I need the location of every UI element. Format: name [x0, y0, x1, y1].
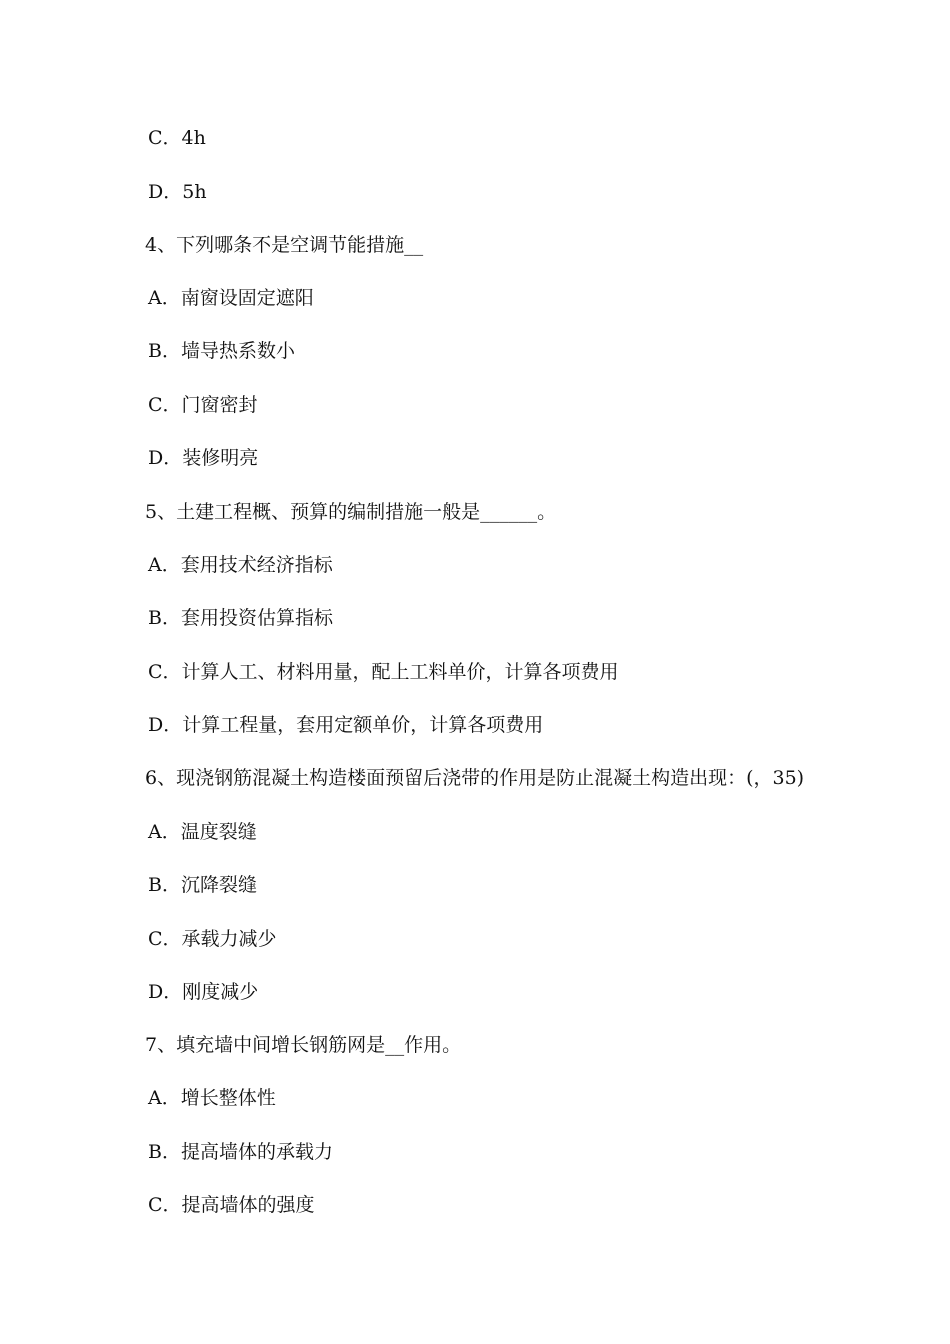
q7-option-c: C．提高墙体的强度: [148, 1194, 315, 1216]
q3-option-d: D．5h: [148, 181, 207, 203]
question-5: 5、土建工程概、预算的编制措施一般是______。: [145, 501, 557, 523]
question-7: 7、填充墙中间增长钢筋网是__作用。: [145, 1034, 462, 1056]
q7-option-b: B．提高墙体的承载力: [148, 1141, 333, 1163]
question-4: 4、下列哪条不是空调节能措施__: [145, 234, 424, 256]
q5-option-a: A．套用技术经济指标: [148, 554, 333, 576]
q4-option-d: D．装修明亮: [148, 447, 259, 469]
q6-option-d: D．刚度减少: [148, 981, 259, 1003]
q4-option-c: C．门窗密封: [148, 394, 258, 416]
q6-option-c: C．承载力减少: [148, 928, 277, 950]
q4-option-a: A．南窗设固定遮阳: [148, 287, 314, 309]
q7-option-a: A．增长整体性: [148, 1087, 276, 1109]
q6-option-a: A．温度裂缝: [148, 821, 257, 843]
q6-option-b: B．沉降裂缝: [148, 874, 257, 896]
q5-option-c: C．计算人工、材料用量，配上工料单价，计算各项费用: [148, 661, 619, 683]
q5-option-b: B．套用投资估算指标: [148, 607, 333, 629]
q5-option-d: D．计算工程量，套用定额单价，计算各项费用: [148, 714, 544, 736]
q3-option-c: C．4h: [148, 127, 206, 149]
question-6: 6、现浇钢筋混凝土构造楼面预留后浇带的作用是防止混凝土构造出现：(，35): [145, 767, 805, 789]
q4-option-b: B．墙导热系数小: [148, 340, 295, 362]
